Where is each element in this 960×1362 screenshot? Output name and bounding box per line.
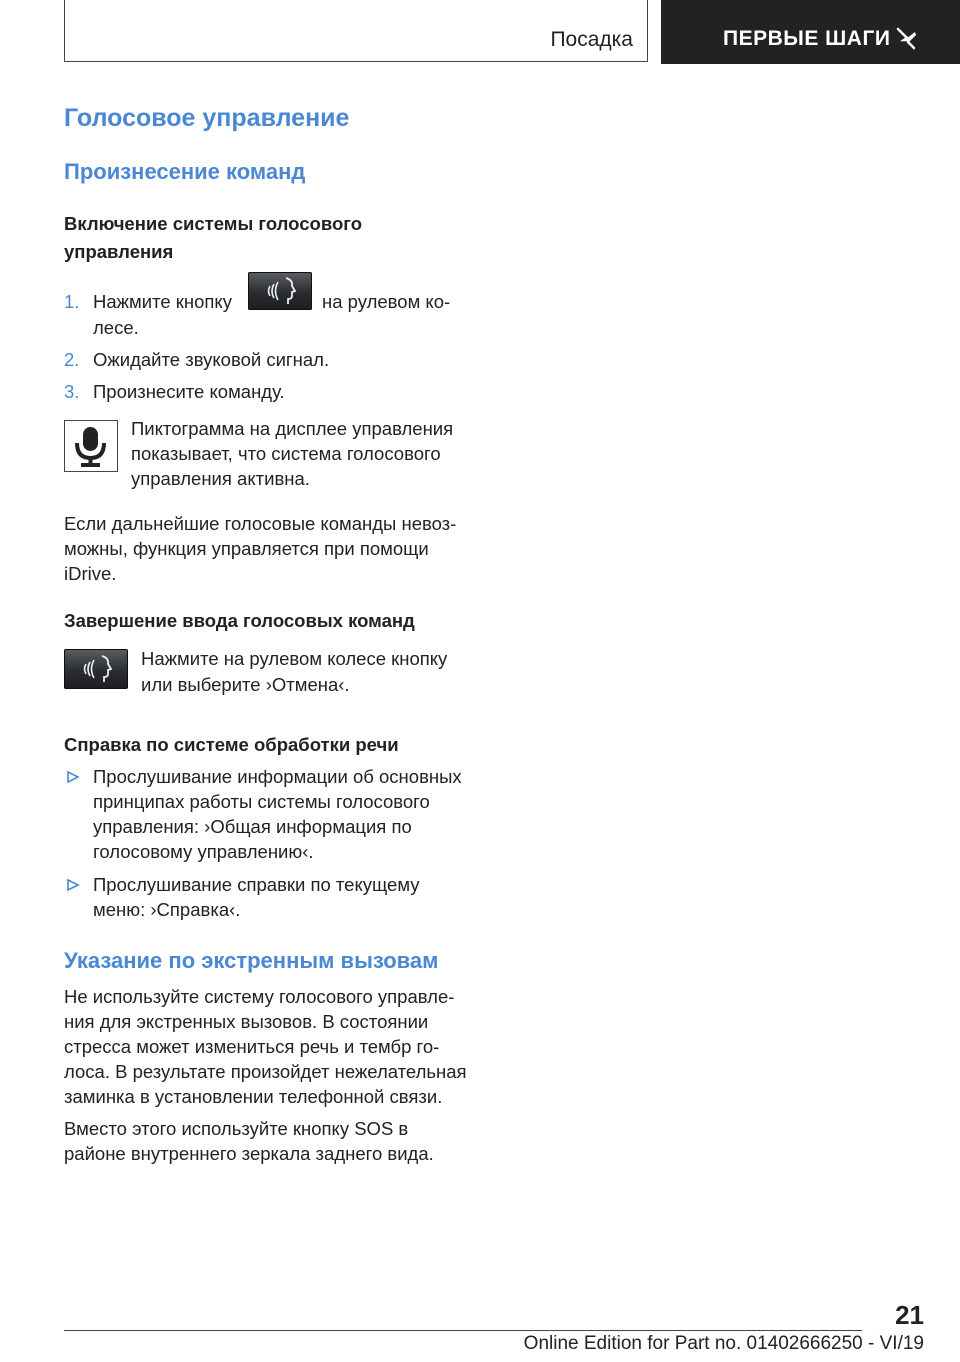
help-bullet-2-line-1: Прослушивание справки по текущему [93, 874, 420, 895]
note-line-3: управления активна. [131, 468, 310, 489]
emergency-p1-line-4: лоса. В результате произойдет нежелательная [64, 1061, 467, 1082]
emergency-p2-line-1: Вместо этого используйте кнопку SOS в [64, 1118, 409, 1139]
header-section-label: Посадка [550, 28, 633, 51]
step-2-text: Ожидайте звуковой сигнал. [93, 349, 330, 370]
help-bullet-1-line-2: принципах работы системы голосового [93, 791, 430, 812]
help-bullet-2-line-2: меню: ›Справка‹. [93, 899, 241, 920]
footer-edition: Online Edition for Part no. 01402666250 - VI/19 [523, 1333, 924, 1354]
bullet-triangle-icon [66, 770, 80, 784]
page-number: 21 [895, 1300, 924, 1330]
note-line-2: показывает, что система голосового [131, 443, 441, 464]
header-section-box [64, 0, 648, 62]
activation-heading-line1: Включение системы голосового [64, 213, 363, 234]
emergency-p1-line-1: Не используйте систему голосового управле- [64, 986, 455, 1007]
section-subtitle: Произнесение команд [64, 159, 306, 184]
emergency-p1-line-3: стресса может измениться речь и тембр го- [64, 1036, 440, 1057]
emergency-p1-line-5: заминка в установлении телефонной связи. [64, 1086, 443, 1107]
activation-heading-line2: управления [64, 241, 174, 262]
step-3-text: Произнесите команду. [93, 381, 285, 402]
emergency-p2-line-2: районе внутреннего зеркала заднего вида. [64, 1143, 434, 1164]
step-1-text-a: Нажмите кнопку [93, 291, 232, 312]
help-heading: Справка по системе обработки речи [64, 734, 399, 755]
fallback-line-3: iDrive. [64, 563, 117, 584]
microphone-icon [64, 420, 118, 472]
page-title: Голосовое управление [64, 104, 350, 132]
help-bullet-1-line-1: Прослушивание информации об основных [93, 766, 462, 787]
help-bullet-1-line-3: управления: ›Общая информация по [93, 816, 412, 837]
voice-button-icon [248, 272, 312, 310]
help-bullet-1-line-4: голосовому управлению‹. [93, 841, 314, 862]
end-input-line-2: или выберите ›Отмена‹. [141, 674, 350, 695]
step-number-3: 3. [64, 381, 80, 402]
voice-glyph-icon [64, 649, 128, 689]
step-1-text-c: лесе. [93, 317, 139, 338]
note-line-1: Пиктограмма на дисплее управления [131, 418, 454, 439]
header-chapter-box [661, 0, 960, 64]
header-chapter-label: ПЕРВЫЕ ШАГИ [723, 27, 891, 50]
step-number-2: 2. [64, 349, 80, 370]
emergency-heading: Указание по экстренным вызовам [64, 948, 439, 973]
fallback-line-1: Если дальнейшие голосовые команды невоз- [64, 513, 457, 534]
end-input-line-1: Нажмите на рулевом колесе кнопку [141, 648, 448, 669]
hand-pointer-icon [895, 26, 919, 50]
voice-glyph-icon [248, 272, 312, 310]
step-number-1: 1. [64, 291, 80, 312]
step-1-text-b: на рулевом ко- [322, 291, 451, 312]
fallback-line-2: можны, функция управляется при помощи [64, 538, 429, 559]
emergency-p1-line-2: ния для экстренных вызовов. В состоянии [64, 1011, 429, 1032]
voice-button-icon [64, 649, 128, 689]
footer-divider [64, 1330, 862, 1331]
bullet-triangle-icon [66, 878, 80, 892]
end-input-heading: Завершение ввода голосовых команд [64, 610, 415, 631]
